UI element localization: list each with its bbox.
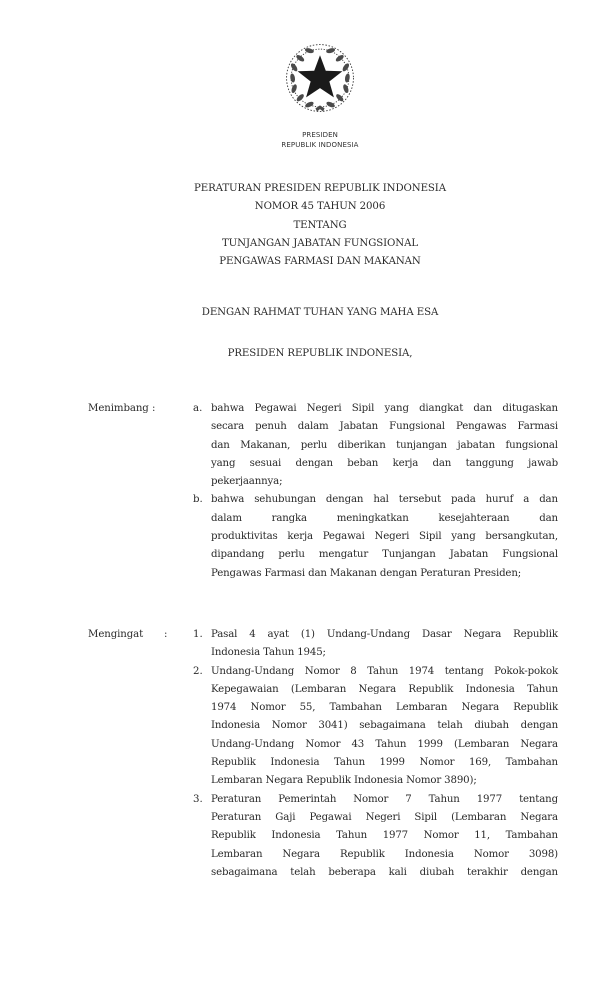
text-line: dipandang perlu mengatur Tunjangan Jabatan Fungsional — [211, 549, 558, 561]
item-text — [211, 663, 558, 791]
section-label-menimbang: Menimbang — [88, 403, 149, 414]
item-text — [211, 626, 558, 663]
section-menimbang — [88, 400, 558, 583]
presidential-emblem-icon — [282, 40, 358, 116]
regulation-title — [0, 180, 612, 271]
title-line-subject-1: TUNJANGAN JABATAN FUNGSIONAL — [221, 237, 419, 249]
item-marker: 1. — [193, 629, 203, 640]
text-line: Republik Indonesia Tahun 1999 Nomor 169, Tambahan — [211, 757, 558, 769]
menimbang-item-b — [193, 491, 558, 582]
text-line: Peraturan Pemerintah Nomor 7 Tahun 1977 tentang — [211, 793, 558, 805]
mengingat-item-2 — [193, 663, 558, 791]
item-marker: 3. — [193, 793, 203, 805]
text-line: yang sesuai dengan beban kerja dan tanggung jawab — [211, 457, 558, 469]
title-line-regulation: PERATURAN PRESIDEN REPUBLIK INDONESIA — [193, 183, 446, 194]
item-text — [211, 491, 558, 582]
text-line: secara penuh dalam Jabatan Fungsional Pengawas Farmasi — [211, 421, 558, 433]
header-caption-republic: REPUBLIK INDONESIA — [281, 141, 359, 149]
text-line: Peraturan Gaji Pegawai Negeri Sipil (Lembaran Negara — [211, 811, 558, 823]
text-line: sebagaimana telah beberapa kali diubah terakhir dengan — [211, 866, 558, 878]
text-line: bahwa Pegawai Negeri Sipil yang diangkat dan ditugaskan — [211, 403, 558, 414]
text-line: 1974 Nomor 55, Tambahan Lembaran Negara Republik — [211, 702, 558, 714]
text-line: produktivitas kerja Pegawai Negeri Sipil yang bersangkutan, — [211, 531, 558, 543]
mengingat-item-3 — [193, 791, 558, 882]
text-line: Undang-Undang Nomor 43 Tahun 1999 (Lembaran Negara — [211, 738, 558, 750]
item-text — [211, 791, 558, 882]
text-line: Republik Indonesia Tahun 1977 Nomor 11, Tambahan — [211, 830, 558, 842]
title-line-subject-2: PENGAWAS FARMASI DAN MAKANAN — [219, 256, 421, 268]
item-text — [211, 400, 558, 491]
text-line: Pengawas Farmasi dan Makanan dengan Peraturan Presiden; — [211, 567, 522, 579]
text-line: Kepegawaian (Lembaran Negara Republik Indonesia Tahun — [211, 683, 558, 695]
text-line: Pasal 4 ayat (1) Undang-Undang Dasar Negara Republik — [211, 629, 558, 640]
section-colon: : — [152, 403, 156, 414]
text-line: Indonesia Nomor 3041) sebagaimana telah diubah dengan — [211, 720, 558, 732]
text-line: dalam rangka meningkatkan kesejahteraan dan — [211, 512, 558, 524]
header-caption-president: PRESIDEN — [302, 131, 338, 139]
mengingat-item-1 — [193, 626, 558, 663]
text-line: Undang-Undang Nomor 8 Tahun 1974 tentang Pokok-pokok — [211, 665, 558, 677]
section-colon: : — [164, 629, 168, 640]
section-label-mengingat: Mengingat — [88, 629, 144, 640]
grace-invocation: DENGAN RAHMAT TUHAN YANG MAHA ESA — [201, 307, 439, 318]
text-line: Indonesia Tahun 1945; — [211, 647, 326, 659]
item-marker: 2. — [193, 665, 203, 677]
menimbang-item-a — [193, 400, 558, 491]
title-line-number: NOMOR 45 TAHUN 2006 — [254, 201, 386, 213]
president-heading: PRESIDEN REPUBLIK INDONESIA, — [227, 348, 413, 359]
text-line: bahwa sehubungan dengan hal tersebut pada huruf a dan — [211, 494, 558, 506]
text-line: pekerjaannya; — [211, 476, 283, 488]
text-line: dan Makanan, perlu diberikan tunjangan jabatan fungsional — [211, 439, 558, 451]
section-mengingat — [88, 626, 558, 882]
item-marker: a. — [193, 403, 203, 414]
item-marker: b. — [193, 494, 203, 506]
text-line: Lembaran Negara Republik Indonesia Nomor 3890); — [211, 775, 477, 787]
text-line: Lembaran Negara Republik Indonesia Nomor 3098) — [211, 848, 558, 860]
title-line-about: TENTANG — [293, 219, 347, 231]
